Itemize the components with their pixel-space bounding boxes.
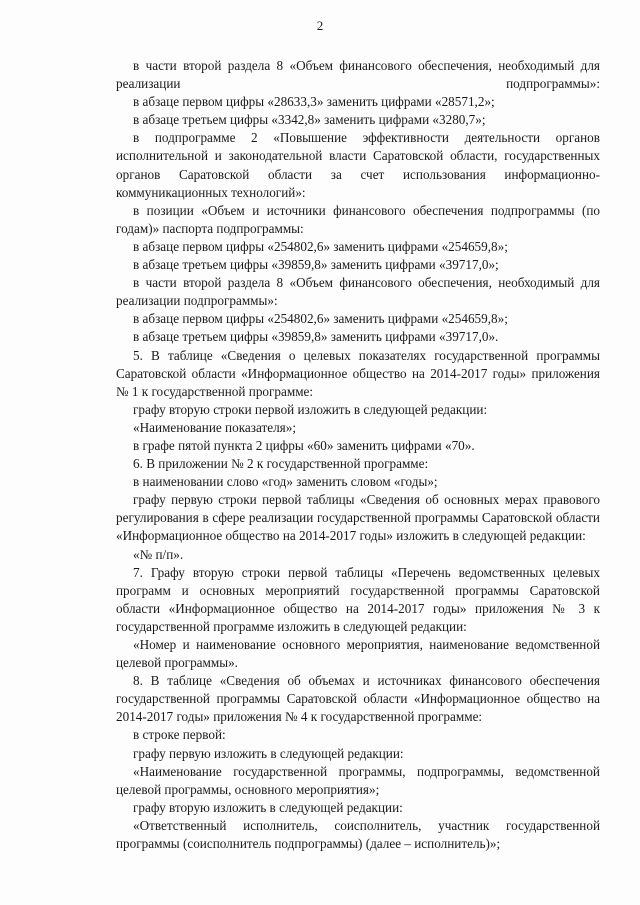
paragraph: «№ п/п».	[133, 546, 184, 562]
paragraph: 7. Графу вторую строки первой таблицы «Перечень ведомственных целевых программ и основных мероприятий государственной программы Саратовской области «Информационное общество на 2014-2017 годы» приложения № 3 к государственной программе изложить в следующей редакции:	[116, 564, 600, 634]
paragraph: в наименовании слово «год» заменить словом «годы»;	[133, 474, 438, 490]
paragraph: «Наименование государственной программы, подпрограммы, ведомственной целевой программы, основного мероприятия»;	[116, 763, 600, 797]
paragraph: 6. В приложении № 2 к государственной программе:	[133, 456, 429, 472]
paragraph: «Ответственный исполнитель, соисполнитель, участник государственной программы (соисполнитель подпрограммы) (далее – исполнитель)»;	[116, 817, 600, 852]
paragraph: 8. В таблице «Сведения об объемах и источниках финансового обеспечения государственной программы Саратовской области «Информационное общество на 2014-2017 годы» приложения № 4 к государственной программе:	[116, 673, 600, 725]
paragraph: в абзаце первом цифры «254802,6» заменить цифрами «254659,8»;	[133, 238, 508, 254]
paragraph: 5. В таблице «Сведения о целевых показателях государственной программы Саратовской области «Информационное общество на 2014-2017 годы» приложения № 1 к государственной программе:	[116, 347, 600, 399]
paragraph: в графе пятой пункта 2 цифры «60» заменить цифрами «70».	[133, 437, 475, 453]
paragraph: в позиции «Объем и источники финансового обеспечения подпрограммы (по годам)» паспорта подпрограммы:	[116, 202, 600, 236]
paragraph: в части второй раздела 8 «Объем финансового обеспечения, необходимый для реализации подпрограммы»:	[116, 58, 600, 92]
document-body	[116, 57, 600, 853]
paragraph: графу первую строки первой таблицы «Сведения об основных мерах правового регулирования в сфере реализации государственной программы Саратовской области «Информационное общество на 2014-2017 годы» изложить в следующей редакции:	[116, 492, 600, 544]
paragraph: в абзаце первом цифры «28633,3» заменить цифрами «28571,2»;	[133, 94, 495, 110]
paragraph: в абзаце первом цифры «254802,6» заменить цифрами «254659,8»;	[133, 311, 508, 327]
paragraph: в абзаце третьем цифры «39859,8» заменить цифрами «39717,0».	[133, 329, 499, 345]
paragraph: графу вторую строки первой изложить в следующей редакции:	[133, 401, 488, 417]
paragraph: «Номер и наименование основного мероприятия, наименование ведомственной целевой программы».	[116, 637, 600, 671]
paragraph: в абзаце третьем цифры «3342,8» заменить цифрами «3280,7»;	[133, 112, 486, 128]
paragraph: графу вторую изложить в следующей редакции:	[133, 799, 403, 815]
paragraph: в абзаце третьем цифры «39859,8» заменить цифрами «39717,0»;	[133, 257, 499, 273]
paragraph: «Наименование показателя»;	[133, 419, 297, 435]
paragraph: в части второй раздела 8 «Объем финансового обеспечения, необходимый для реализации подпрограммы»:	[116, 275, 600, 309]
paragraph: в строке первой:	[133, 727, 226, 743]
paragraph: графу первую изложить в следующей редакции:	[133, 745, 404, 761]
page-number: 2	[316, 18, 324, 33]
paragraph: в подпрограмме 2 «Повышение эффективности деятельности органов исполнительной и законодательной власти Саратовской области, государственных органов Саратовской области за счет использования информационно-коммуникационных технологий»:	[116, 130, 600, 200]
